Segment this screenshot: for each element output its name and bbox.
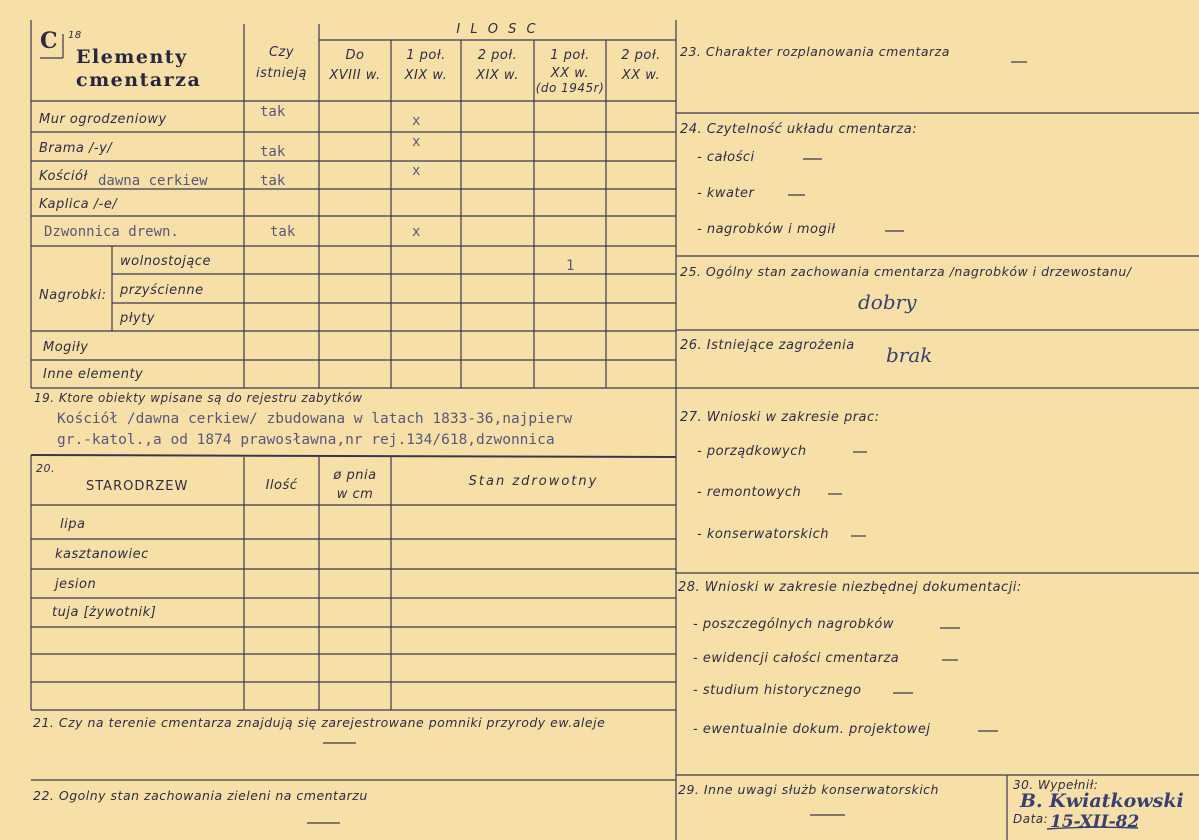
header-col1-line2: XVIII w.: [329, 68, 381, 83]
q30-label: 30. Wypełnił:: [1013, 778, 1099, 792]
header-col2-line2: XIX w.: [404, 68, 448, 83]
row-plyty: płyty: [120, 311, 155, 326]
q20-wcm: w cm: [336, 487, 374, 502]
header-col5-line2: XX w.: [621, 68, 661, 83]
elementy-title-line1: Elementy: [76, 46, 188, 68]
header-col2-line1: 1 poł.: [406, 48, 446, 63]
q24-item-nagrobkow: - nagrobków i mogił: [697, 222, 836, 237]
tree-jesion: jesion: [55, 577, 97, 592]
elementy-title-line2: cmentarza: [76, 69, 202, 91]
tree-kasztanowiec: kasztanowiec: [55, 547, 149, 562]
row-kosciol: Kościół: [39, 169, 88, 184]
row-kosciol-typed: dawna cerkiew: [98, 173, 208, 189]
value-mur-x: x: [412, 113, 421, 129]
q27-item-remontowych: - remontowych: [697, 485, 802, 500]
header-col1-line1: Do: [345, 48, 365, 63]
section-code: C: [40, 28, 59, 54]
q29-label: 29. Inne uwagi służb konserwatorskich: [678, 782, 939, 797]
row-przyscienne: przyścienne: [120, 283, 204, 298]
value-brama-x: x: [412, 134, 421, 150]
header-col5-line1: 2 poł.: [621, 48, 661, 63]
value-mur-tak: tak: [260, 104, 286, 120]
q27-item-porzadkowych: - porządkowych: [697, 444, 807, 459]
header-ilosc: I L O S C: [456, 22, 539, 37]
q19-label: 19. Ktore obiekty wpisane są do rejestru zabytków: [34, 391, 363, 405]
q27-label: 27. Wnioski w zakresie prac:: [680, 410, 880, 425]
q24-item-calosci: - całości: [697, 150, 755, 165]
header-col4-line2: XX w.: [550, 66, 590, 81]
q30-signature: B. Kwiatkowski: [1020, 790, 1184, 812]
row-nagrobki: Nagrobki:: [39, 288, 107, 303]
value-dzwonnica-x: x: [412, 224, 421, 240]
q30-data-label: Data:: [1013, 812, 1049, 826]
tree-tuja: tuja [żywotnik]: [52, 605, 157, 620]
row-brama: Brama /-y/: [39, 141, 113, 156]
value-kosciol-tak: tak: [260, 173, 286, 189]
q28-item-nagrobkow: - poszczególnych nagrobków: [693, 617, 894, 632]
header-col4-line3: (do 1945r): [535, 81, 605, 95]
q25-answer: dobry: [858, 290, 917, 314]
q20-stan: Stan zdrowotny: [468, 474, 599, 489]
q26-label: 26. Istniejące zagrożenia: [680, 338, 855, 353]
q19-line2: gr.-katol.,a od 1874 prawosławna,nr rej.134/618,dzwonnica: [57, 432, 555, 448]
header-czy: Czy: [268, 45, 295, 60]
q27-item-konserwatorskich: - konserwatorskich: [697, 527, 829, 542]
value-dzwonnica-tak: tak: [270, 224, 296, 240]
row-mogily: Mogiły: [43, 340, 89, 355]
value-wolnostojace-count: 1: [566, 258, 575, 274]
q21-label: 21. Czy na terenie cmentarza znajdują się zarejestrowane pomniki przyrody ew.aleje: [33, 715, 606, 730]
q25-label: 25. Ogólny stan zachowania cmentarza /nagrobków i drzewostanu/: [680, 264, 1132, 279]
header-col3-line2: XIX w.: [476, 68, 519, 83]
row-dzwonnica: Dzwonnica drewn.: [44, 224, 179, 240]
header-col3-line1: 2 poł.: [477, 48, 518, 63]
q20-pnia: ø pnia: [333, 468, 377, 483]
value-brama-tak: tak: [260, 144, 286, 160]
header-col4-line1: 1 poł.: [550, 48, 590, 63]
q24-label: 24. Czytelność układu cmentarza:: [680, 122, 918, 137]
q28-item-projektowej: - ewentualnie dokum. projektowej: [693, 722, 931, 737]
header-istnieja: istnieją: [256, 66, 307, 81]
row-wolnostojace: wolnostojące: [120, 254, 211, 269]
q20-ilosc: Ilość: [265, 478, 298, 493]
q28-item-ewidencji: - ewidencji całości cmentarza: [693, 651, 900, 666]
q24-item-kwater: - kwater: [697, 186, 755, 201]
q20-starodrzew: STARODRZEW: [86, 479, 189, 494]
q22-label: 22. Ogolny stan zachowania zieleni na cmentarzu: [33, 788, 368, 803]
tree-lipa: lipa: [60, 517, 86, 532]
q28-label: 28. Wnioski w zakresie niezbędnej dokumentacji:: [678, 580, 1022, 595]
q28-item-studium: - studium historycznego: [693, 683, 862, 698]
row-mur: Mur ogrodzeniowy: [39, 112, 167, 127]
value-kosciol-x: x: [412, 163, 421, 179]
q30-date: 15-XII-82: [1050, 812, 1140, 832]
q20-number: 20.: [36, 462, 55, 475]
q26-answer: brak: [886, 343, 933, 367]
section-number: 18: [68, 30, 82, 41]
q23-label: 23. Charakter rozplanowania cmentarza: [680, 44, 950, 59]
row-inne: Inne elementy: [43, 367, 144, 382]
q19-line1: Kościół /dawna cerkiew/ zbudowana w latach 1833-36,najpierw: [57, 411, 573, 427]
row-kaplica: Kaplica /-e/: [39, 197, 118, 212]
